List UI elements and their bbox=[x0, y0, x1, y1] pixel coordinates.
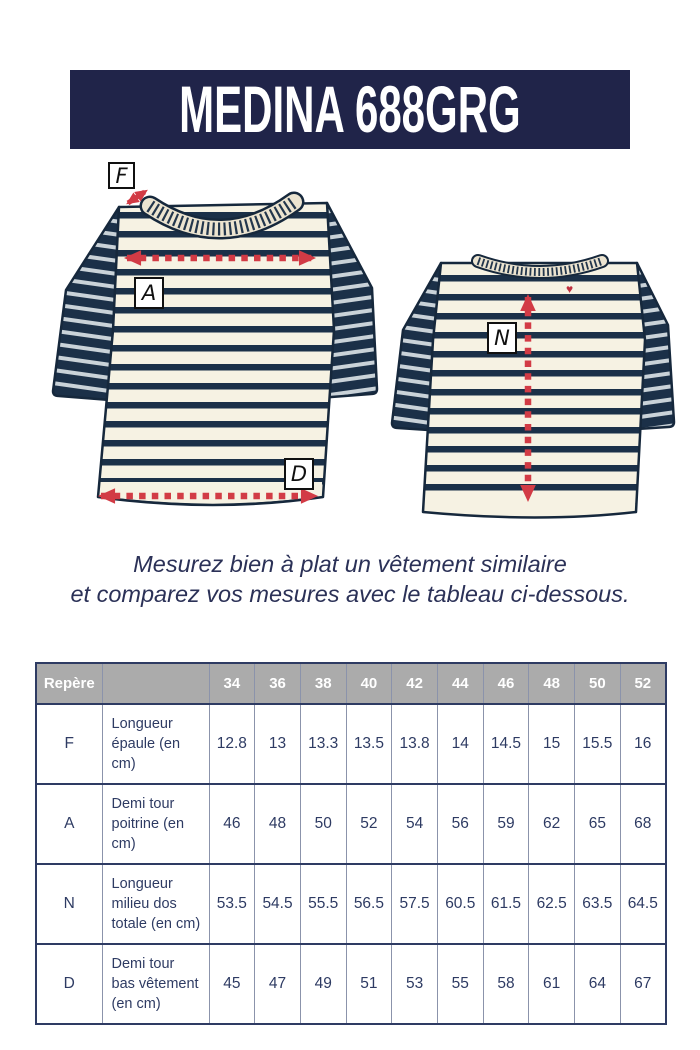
measure-value-cell: 15.5 bbox=[575, 704, 621, 784]
measure-value-cell: 56.5 bbox=[346, 864, 392, 944]
measure-code-cell: N bbox=[36, 864, 102, 944]
size-column-header: 46 bbox=[483, 663, 529, 704]
measure-point-label-d: D bbox=[284, 458, 314, 490]
measure-value-cell: 49 bbox=[300, 944, 346, 1024]
measure-label-cell: Demi tour bas vêtement (en cm) bbox=[102, 944, 209, 1024]
measure-label-cell: Longueur épaule (en cm) bbox=[102, 704, 209, 784]
size-column-header: 34 bbox=[209, 663, 255, 704]
measure-value-cell: 13.8 bbox=[392, 704, 438, 784]
size-guide-illustration bbox=[0, 150, 700, 555]
measure-value-cell: 57.5 bbox=[392, 864, 438, 944]
measure-point-label-f: F bbox=[108, 162, 135, 189]
measure-code-cell: A bbox=[36, 784, 102, 864]
size-column-header: 40 bbox=[346, 663, 392, 704]
measure-value-cell: 13 bbox=[255, 704, 301, 784]
measure-value-cell: 51 bbox=[346, 944, 392, 1024]
measure-value-cell: 13.3 bbox=[300, 704, 346, 784]
measure-value-cell: 48 bbox=[255, 784, 301, 864]
measure-value-cell: 61 bbox=[529, 944, 575, 1024]
size-column-header: 44 bbox=[437, 663, 483, 704]
instruction-line-1: Mesurez bien à plat un vêtement similaire bbox=[133, 551, 567, 577]
measure-value-cell: 59 bbox=[483, 784, 529, 864]
product-title: MEDINA 688GRG bbox=[179, 72, 521, 147]
measure-value-cell: 58 bbox=[483, 944, 529, 1024]
measure-value-cell: 63.5 bbox=[575, 864, 621, 944]
size-table bbox=[35, 662, 667, 1025]
size-column-header: 48 bbox=[529, 663, 575, 704]
measure-value-cell: 62 bbox=[529, 784, 575, 864]
size-column-header: 36 bbox=[255, 663, 301, 704]
corner-header: Repère bbox=[36, 663, 102, 704]
measure-point-label-a: A bbox=[134, 277, 164, 309]
measure-value-cell: 64 bbox=[575, 944, 621, 1024]
measure-value-cell: 55.5 bbox=[300, 864, 346, 944]
table-row bbox=[36, 944, 666, 1024]
measure-value-cell: 64.5 bbox=[620, 864, 666, 944]
measure-value-cell: 14 bbox=[437, 704, 483, 784]
table-row bbox=[36, 704, 666, 784]
size-table-container bbox=[35, 662, 665, 1025]
measure-value-cell: 68 bbox=[620, 784, 666, 864]
measure-value-cell: 46 bbox=[209, 784, 255, 864]
measure-code-cell: D bbox=[36, 944, 102, 1024]
measure-value-cell: 50 bbox=[300, 784, 346, 864]
measuring-instruction bbox=[0, 549, 700, 609]
measure-value-cell: 53.5 bbox=[209, 864, 255, 944]
measure-point-label-n: N bbox=[487, 322, 517, 354]
measure-label-cell: Demi tour poitrine (en cm) bbox=[102, 784, 209, 864]
size-column-header: 50 bbox=[575, 663, 621, 704]
brand-emblem-icon: ♥ bbox=[566, 282, 574, 296]
table-row bbox=[36, 784, 666, 864]
measure-value-cell: 47 bbox=[255, 944, 301, 1024]
table-row bbox=[36, 864, 666, 944]
measure-value-cell: 67 bbox=[620, 944, 666, 1024]
measure-value-cell: 12.8 bbox=[209, 704, 255, 784]
measure-code-cell: F bbox=[36, 704, 102, 784]
measure-label-cell: Longueur milieu dos totale (en cm) bbox=[102, 864, 209, 944]
measure-value-cell: 14.5 bbox=[483, 704, 529, 784]
empty-header bbox=[102, 663, 209, 704]
measure-value-cell: 54 bbox=[392, 784, 438, 864]
size-column-header: 42 bbox=[392, 663, 438, 704]
instruction-line-2: et comparez vos mesures avec le tableau ci-dessous. bbox=[70, 581, 630, 607]
measure-value-cell: 54.5 bbox=[255, 864, 301, 944]
shirt-back-illustration bbox=[392, 261, 674, 518]
measure-value-cell: 45 bbox=[209, 944, 255, 1024]
size-column-header: 52 bbox=[620, 663, 666, 704]
shirt-front-illustration bbox=[53, 202, 377, 505]
measure-value-cell: 60.5 bbox=[437, 864, 483, 944]
measure-value-cell: 52 bbox=[346, 784, 392, 864]
measure-value-cell: 65 bbox=[575, 784, 621, 864]
measure-value-cell: 13.5 bbox=[346, 704, 392, 784]
measure-value-cell: 56 bbox=[437, 784, 483, 864]
measure-value-cell: 53 bbox=[392, 944, 438, 1024]
measure-value-cell: 16 bbox=[620, 704, 666, 784]
size-column-header: 38 bbox=[300, 663, 346, 704]
measure-value-cell: 61.5 bbox=[483, 864, 529, 944]
measure-value-cell: 62.5 bbox=[529, 864, 575, 944]
measure-value-cell: 15 bbox=[529, 704, 575, 784]
measure-value-cell: 55 bbox=[437, 944, 483, 1024]
product-title-banner bbox=[70, 70, 630, 149]
